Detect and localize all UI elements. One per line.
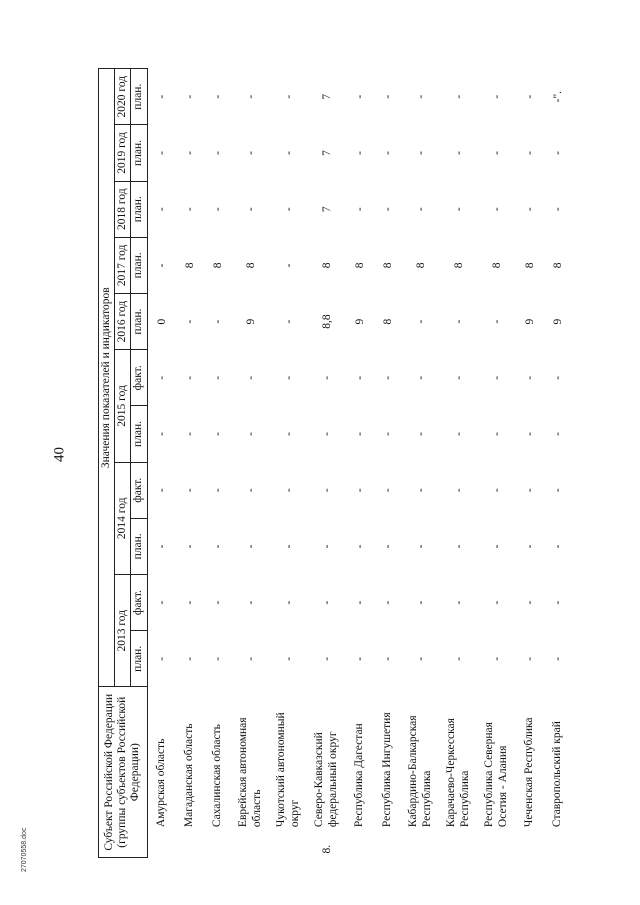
value-cell: -: [183, 94, 196, 99]
value-cell: -: [211, 544, 224, 549]
value-cell: -: [282, 94, 295, 99]
value-cell: -: [320, 488, 333, 493]
value-cell: -: [414, 488, 427, 493]
value-cell: -: [211, 375, 224, 380]
row-number: [544, 831, 572, 857]
value-cell: -: [244, 544, 257, 549]
subject-name: Кабардино-Балкарская Республика: [407, 715, 433, 828]
value-cell: 8,8: [320, 314, 333, 329]
value-cell: -: [282, 488, 295, 493]
value-cell: 8: [551, 262, 564, 269]
value-cell: -: [155, 544, 168, 549]
value-cell: -: [523, 488, 536, 493]
value-cell: -: [490, 432, 503, 436]
indicators-table: [98, 68, 572, 858]
value-cell: 8: [381, 262, 394, 269]
value-cell: -: [381, 656, 394, 661]
value-cell: -: [320, 656, 333, 661]
value-cell: -: [523, 375, 536, 380]
row-number: [516, 831, 544, 857]
value-cell: 8: [211, 262, 224, 269]
subject-name: Амурская область: [155, 738, 168, 828]
value-cell: -: [155, 151, 168, 155]
row-number: [402, 831, 440, 857]
value-cell: -: [353, 375, 366, 380]
value-cell: 8: [381, 318, 394, 325]
value-cell: -: [353, 207, 366, 212]
value-cell: -: [353, 600, 366, 605]
value-cell: 8: [353, 262, 366, 269]
row-number: [232, 831, 270, 857]
value-cell: -: [183, 151, 196, 155]
fact-header: факт.: [131, 462, 147, 518]
value-cell: -: [490, 488, 503, 493]
table-row: [308, 69, 346, 858]
table-row: [478, 69, 516, 858]
value-cell: -: [244, 656, 257, 661]
row-number: [270, 831, 308, 857]
subject-name: Ставропольский край: [551, 721, 564, 828]
footer-filename: 27070558.doc: [21, 827, 28, 872]
value-cell: -: [452, 151, 465, 155]
value-cell: -: [414, 432, 427, 436]
value-cell: -: [551, 375, 564, 380]
value-cell: -: [452, 207, 465, 212]
value-cell: -: [523, 656, 536, 661]
row-number: [147, 831, 176, 857]
subject-header: Субъект Российской Федерации (группы субъектов Российской Федерации): [99, 687, 148, 858]
value-cell: -: [282, 544, 295, 549]
subject-name: Республика Ингушетия: [381, 712, 394, 828]
plan-header: план.: [131, 125, 147, 181]
value-cell: -: [452, 375, 465, 380]
value-cell: -: [452, 600, 465, 605]
value-cell: 7: [320, 93, 333, 100]
table-row: [204, 69, 232, 858]
table-row: [544, 69, 572, 858]
value-cell: -: [381, 488, 394, 493]
value-cell: -: [381, 600, 394, 605]
row-number: [176, 831, 204, 857]
value-cell: -: [490, 151, 503, 155]
value-cell: -: [452, 319, 465, 324]
value-cell: -: [551, 488, 564, 493]
value-cell: -: [551, 656, 564, 661]
value-cell: -: [523, 600, 536, 605]
value-cell: -: [414, 544, 427, 549]
value-cell: -: [282, 151, 295, 155]
value-cell: -: [183, 432, 196, 436]
year-2017-header: 2017 год: [115, 237, 131, 293]
row-number: [374, 831, 402, 857]
value-cell: -: [551, 151, 564, 155]
value-cell: -: [353, 151, 366, 155]
value-cell: -: [211, 207, 224, 212]
value-cell: -: [155, 432, 168, 436]
value-cell: 9: [551, 318, 564, 325]
value-cell: -: [282, 207, 295, 212]
year-2014-header: 2014 год: [115, 462, 131, 574]
plan-header: план.: [131, 181, 147, 237]
value-cell: -: [452, 488, 465, 493]
value-cell: -: [490, 544, 503, 549]
value-cell: -: [490, 600, 503, 605]
value-cell: -: [244, 375, 257, 380]
value-cell: -: [211, 94, 224, 99]
table-row: [440, 69, 478, 858]
subject-name: Чукотский автономный округ: [275, 712, 301, 828]
subject-name: Чеченская Республика: [523, 717, 536, 828]
value-cell: 9: [353, 318, 366, 325]
value-cell: -: [183, 319, 196, 324]
value-cell: -: [551, 544, 564, 549]
table-row: [374, 69, 402, 858]
value-cell: -: [155, 94, 168, 99]
value-cell: -: [282, 319, 295, 324]
row-number: 8.: [320, 844, 333, 854]
value-cell: -: [211, 488, 224, 493]
value-cell: -: [523, 94, 536, 99]
value-cell: -: [211, 656, 224, 661]
value-cell: 8: [490, 262, 503, 269]
value-cell: -: [523, 151, 536, 155]
plan-header: план.: [131, 518, 147, 574]
value-cell: 8: [183, 262, 196, 269]
value-cell: 0: [155, 318, 168, 325]
value-cell: 8: [414, 262, 427, 269]
value-cell: -: [320, 375, 333, 380]
value-cell: -: [414, 207, 427, 212]
year-2016-header: 2016 год: [115, 293, 131, 349]
value-cell: -: [244, 151, 257, 155]
subject-name: Сахалинская область: [211, 724, 224, 828]
value-cell: -: [551, 432, 564, 436]
value-cell: -: [381, 544, 394, 549]
value-cell: -: [282, 656, 295, 661]
year-2018-header: 2018 год: [115, 181, 131, 237]
value-cell: -: [282, 375, 295, 380]
value-cell: -: [155, 375, 168, 380]
table-row: [270, 69, 308, 858]
row-number: [204, 831, 232, 857]
value-cell: 8: [452, 262, 465, 269]
value-cell: 8: [244, 262, 257, 269]
value-cell: -: [211, 151, 224, 155]
value-cell: 7: [320, 150, 333, 156]
value-cell: -: [551, 207, 564, 212]
year-2019-header: 2019 год: [115, 125, 131, 181]
page-number: 40: [51, 447, 68, 462]
value-cell: -: [183, 600, 196, 605]
value-cell: -: [490, 94, 503, 99]
value-cell: -: [381, 432, 394, 436]
value-cell: -: [551, 600, 564, 605]
value-cell: -: [490, 319, 503, 324]
table-row: [176, 69, 204, 858]
value-cell: -: [244, 94, 257, 99]
row-number: [346, 831, 374, 857]
plan-header: план.: [131, 631, 147, 687]
value-cell: -: [244, 600, 257, 605]
values-header: Значения показателей и индикаторов: [99, 69, 115, 687]
value-cell: -: [353, 544, 366, 549]
value-cell: 8: [523, 262, 536, 269]
value-cell: -: [320, 432, 333, 436]
year-2015-header: 2015 год: [115, 350, 131, 462]
value-cell: -: [244, 207, 257, 212]
value-cell: -: [211, 432, 224, 436]
plan-header: план.: [131, 293, 147, 349]
value-cell: -: [282, 432, 295, 436]
value-cell: -: [211, 319, 224, 324]
subject-name: Магаданская область: [183, 723, 196, 828]
subject-name: Северо-Кавказский федеральный округ: [313, 731, 339, 828]
value-cell: -: [523, 544, 536, 549]
value-cell: -: [414, 600, 427, 605]
value-cell: -: [490, 375, 503, 380]
value-cell: -: [155, 488, 168, 493]
value-cell: -: [320, 600, 333, 605]
value-cell: -: [452, 432, 465, 436]
value-cell: -: [282, 263, 295, 268]
value-cell: -: [183, 544, 196, 549]
fact-header: факт.: [131, 575, 147, 631]
plan-header: план.: [131, 69, 147, 125]
value-cell: -: [320, 544, 333, 549]
value-cell: -: [452, 544, 465, 549]
value-cell: -: [211, 600, 224, 605]
subject-name: Республика Дагестан: [353, 723, 366, 828]
year-2020-header: 2020 год: [115, 69, 131, 125]
value-cell: -: [414, 151, 427, 155]
subject-name: Еврейская автономная область: [237, 717, 263, 828]
value-cell: -: [381, 207, 394, 212]
rotated-table-container: [98, 68, 618, 858]
value-cell: -: [244, 488, 257, 493]
value-cell: -: [414, 319, 427, 324]
value-cell: -: [353, 432, 366, 436]
value-cell: -".: [551, 90, 564, 103]
value-cell: -: [183, 375, 196, 380]
value-cell: -: [523, 207, 536, 212]
value-cell: -: [452, 656, 465, 661]
value-cell: -: [414, 94, 427, 99]
value-cell: -: [414, 656, 427, 661]
value-cell: -: [490, 656, 503, 661]
row-number: [478, 831, 516, 857]
value-cell: -: [381, 375, 394, 380]
value-cell: -: [155, 263, 168, 268]
value-cell: -: [155, 600, 168, 605]
plan-header: план.: [131, 406, 147, 462]
table-row: [346, 69, 374, 858]
value-cell: -: [282, 600, 295, 605]
year-2013-header: 2013 год: [115, 575, 131, 687]
fact-header: факт.: [131, 350, 147, 406]
table-row: [402, 69, 440, 858]
subject-name: Карачаево-Черкесская Республика: [445, 718, 471, 828]
subject-name: Республика Северная Осетия - Алания: [483, 722, 509, 828]
table-row: [147, 69, 176, 858]
value-cell: -: [452, 94, 465, 99]
value-cell: 7: [320, 206, 333, 213]
value-cell: 9: [244, 318, 257, 325]
value-cell: -: [155, 656, 168, 661]
value-cell: -: [183, 656, 196, 661]
value-cell: -: [353, 488, 366, 493]
table-row: [516, 69, 544, 858]
value-cell: -: [353, 656, 366, 661]
value-cell: -: [183, 207, 196, 212]
plan-header: план.: [131, 237, 147, 293]
value-cell: -: [381, 151, 394, 155]
value-cell: -: [183, 488, 196, 493]
value-cell: 8: [320, 262, 333, 269]
value-cell: -: [523, 432, 536, 436]
value-cell: -: [244, 432, 257, 436]
value-cell: -: [414, 375, 427, 380]
row-number: [440, 831, 478, 857]
value-cell: -: [490, 207, 503, 212]
value-cell: -: [155, 207, 168, 212]
value-cell: -: [353, 94, 366, 99]
table-row: [232, 69, 270, 858]
value-cell: 9: [523, 318, 536, 325]
value-cell: -: [381, 94, 394, 99]
